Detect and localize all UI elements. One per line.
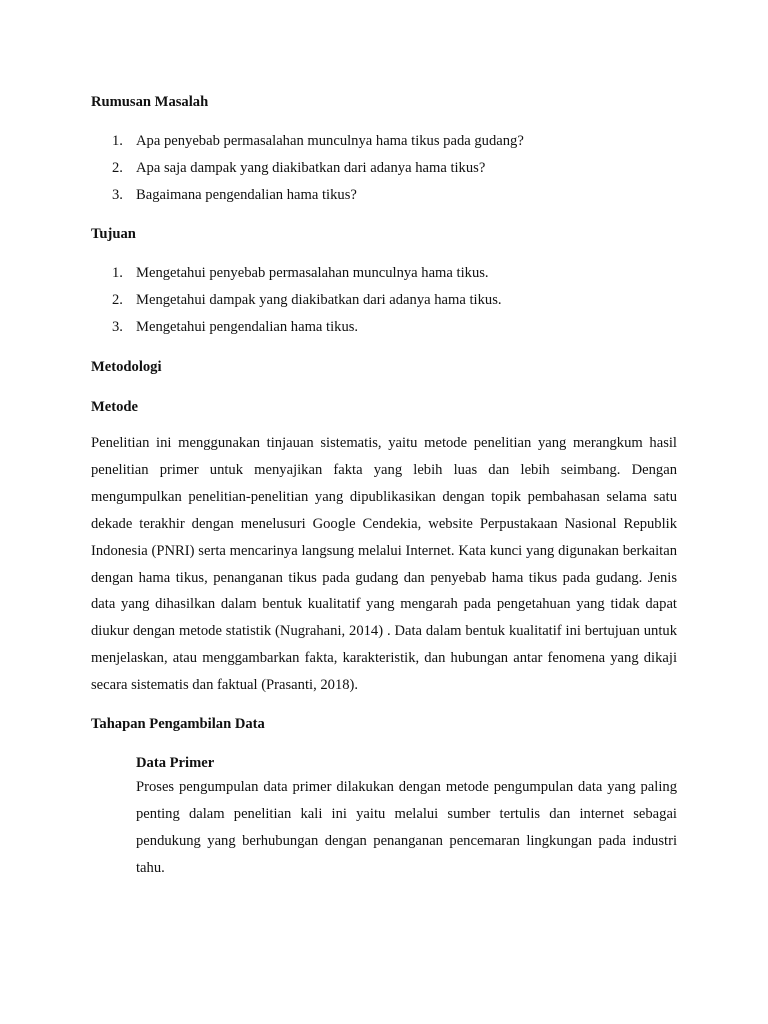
tujuan-list xyxy=(91,263,677,337)
list-number: 1. xyxy=(112,133,123,149)
heading-metodologi: Metodologi xyxy=(91,359,162,375)
list-number: 2. xyxy=(112,160,123,176)
heading-rumusan-masalah: Rumusan Masalah xyxy=(91,94,209,110)
list-item-text: Apa saja dampak yang diakibatkan dari adanya hama tikus? xyxy=(136,160,486,176)
list-number: 1. xyxy=(112,265,123,281)
list-number: 3. xyxy=(112,319,123,335)
list-item xyxy=(91,317,677,337)
list-item-text: Mengetahui penyebab permasalahan munculnya hama tikus. xyxy=(136,265,489,281)
heading-data-primer: Data Primer xyxy=(136,755,215,772)
list-item xyxy=(91,131,677,151)
data-primer-paragraph: Proses pengumpulan data primer dilakukan dengan metode pengumpulan data yang paling penting dalam penelitian kali ini yaitu melalui sumber tertulis dan internet sebagai pendukung yang berhubungan dengan penanganan pencemaran lingkungan pada industri tahu. xyxy=(136,779,677,876)
list-number: 2. xyxy=(112,292,123,308)
heading-tujuan: Tujuan xyxy=(91,226,136,242)
list-number: 3. xyxy=(112,187,123,203)
list-item-text: Bagaimana pengendalian hama tikus? xyxy=(136,187,357,203)
list-item-text: Apa penyebab permasalahan munculnya hama tikus pada gudang? xyxy=(136,133,524,149)
list-item-text: Mengetahui pengendalian hama tikus. xyxy=(136,319,359,335)
data-primer-section xyxy=(136,753,677,882)
heading-tahapan-pengambilan-data: Tahapan Pengambilan Data xyxy=(91,716,265,733)
list-item xyxy=(91,263,677,283)
list-item xyxy=(91,290,677,310)
rumusan-masalah-list xyxy=(91,131,677,205)
list-item-text: Mengetahui dampak yang diakibatkan dari adanya hama tikus. xyxy=(136,292,502,308)
heading-metode: Metode xyxy=(91,399,139,415)
metode-paragraph: Penelitian ini menggunakan tinjauan sistematis, yaitu metode penelitian yang merangkum hasil penelitian primer untuk menyajikan fakta yang lebih luas dan lebih seimbang. Dengan mengumpulkan penelitian-penelitian yang dipublikasikan dengan topik pembahasan selama satu dekade terakhir dengan menelusuri Google Cendekia, website Perpustakaan Nasional Republik Indonesia (PNRI) serta mencarinya langsung melalui Internet. Kata kunci yang digunakan berkaitan dengan hama tikus, penanganan tikus pada gudang dan penyebab hama tikus pada gudang. Jenis data yang dihasilkan dalam bentuk kualitatif yang mengarah pada pengetahuan yang tidak dapat diukur dengan metode statistik (Nugrahani, 2014) . Data dalam bentuk kualitatif ini bertujuan untuk menjelaskan, atau menggambarkan fakta, karakteristik, dan hubungan antar fenomena yang dikaji secara sistematis dan faktual (Prasanti, 2018). xyxy=(91,435,677,694)
list-item xyxy=(91,158,677,178)
list-item xyxy=(91,185,677,205)
